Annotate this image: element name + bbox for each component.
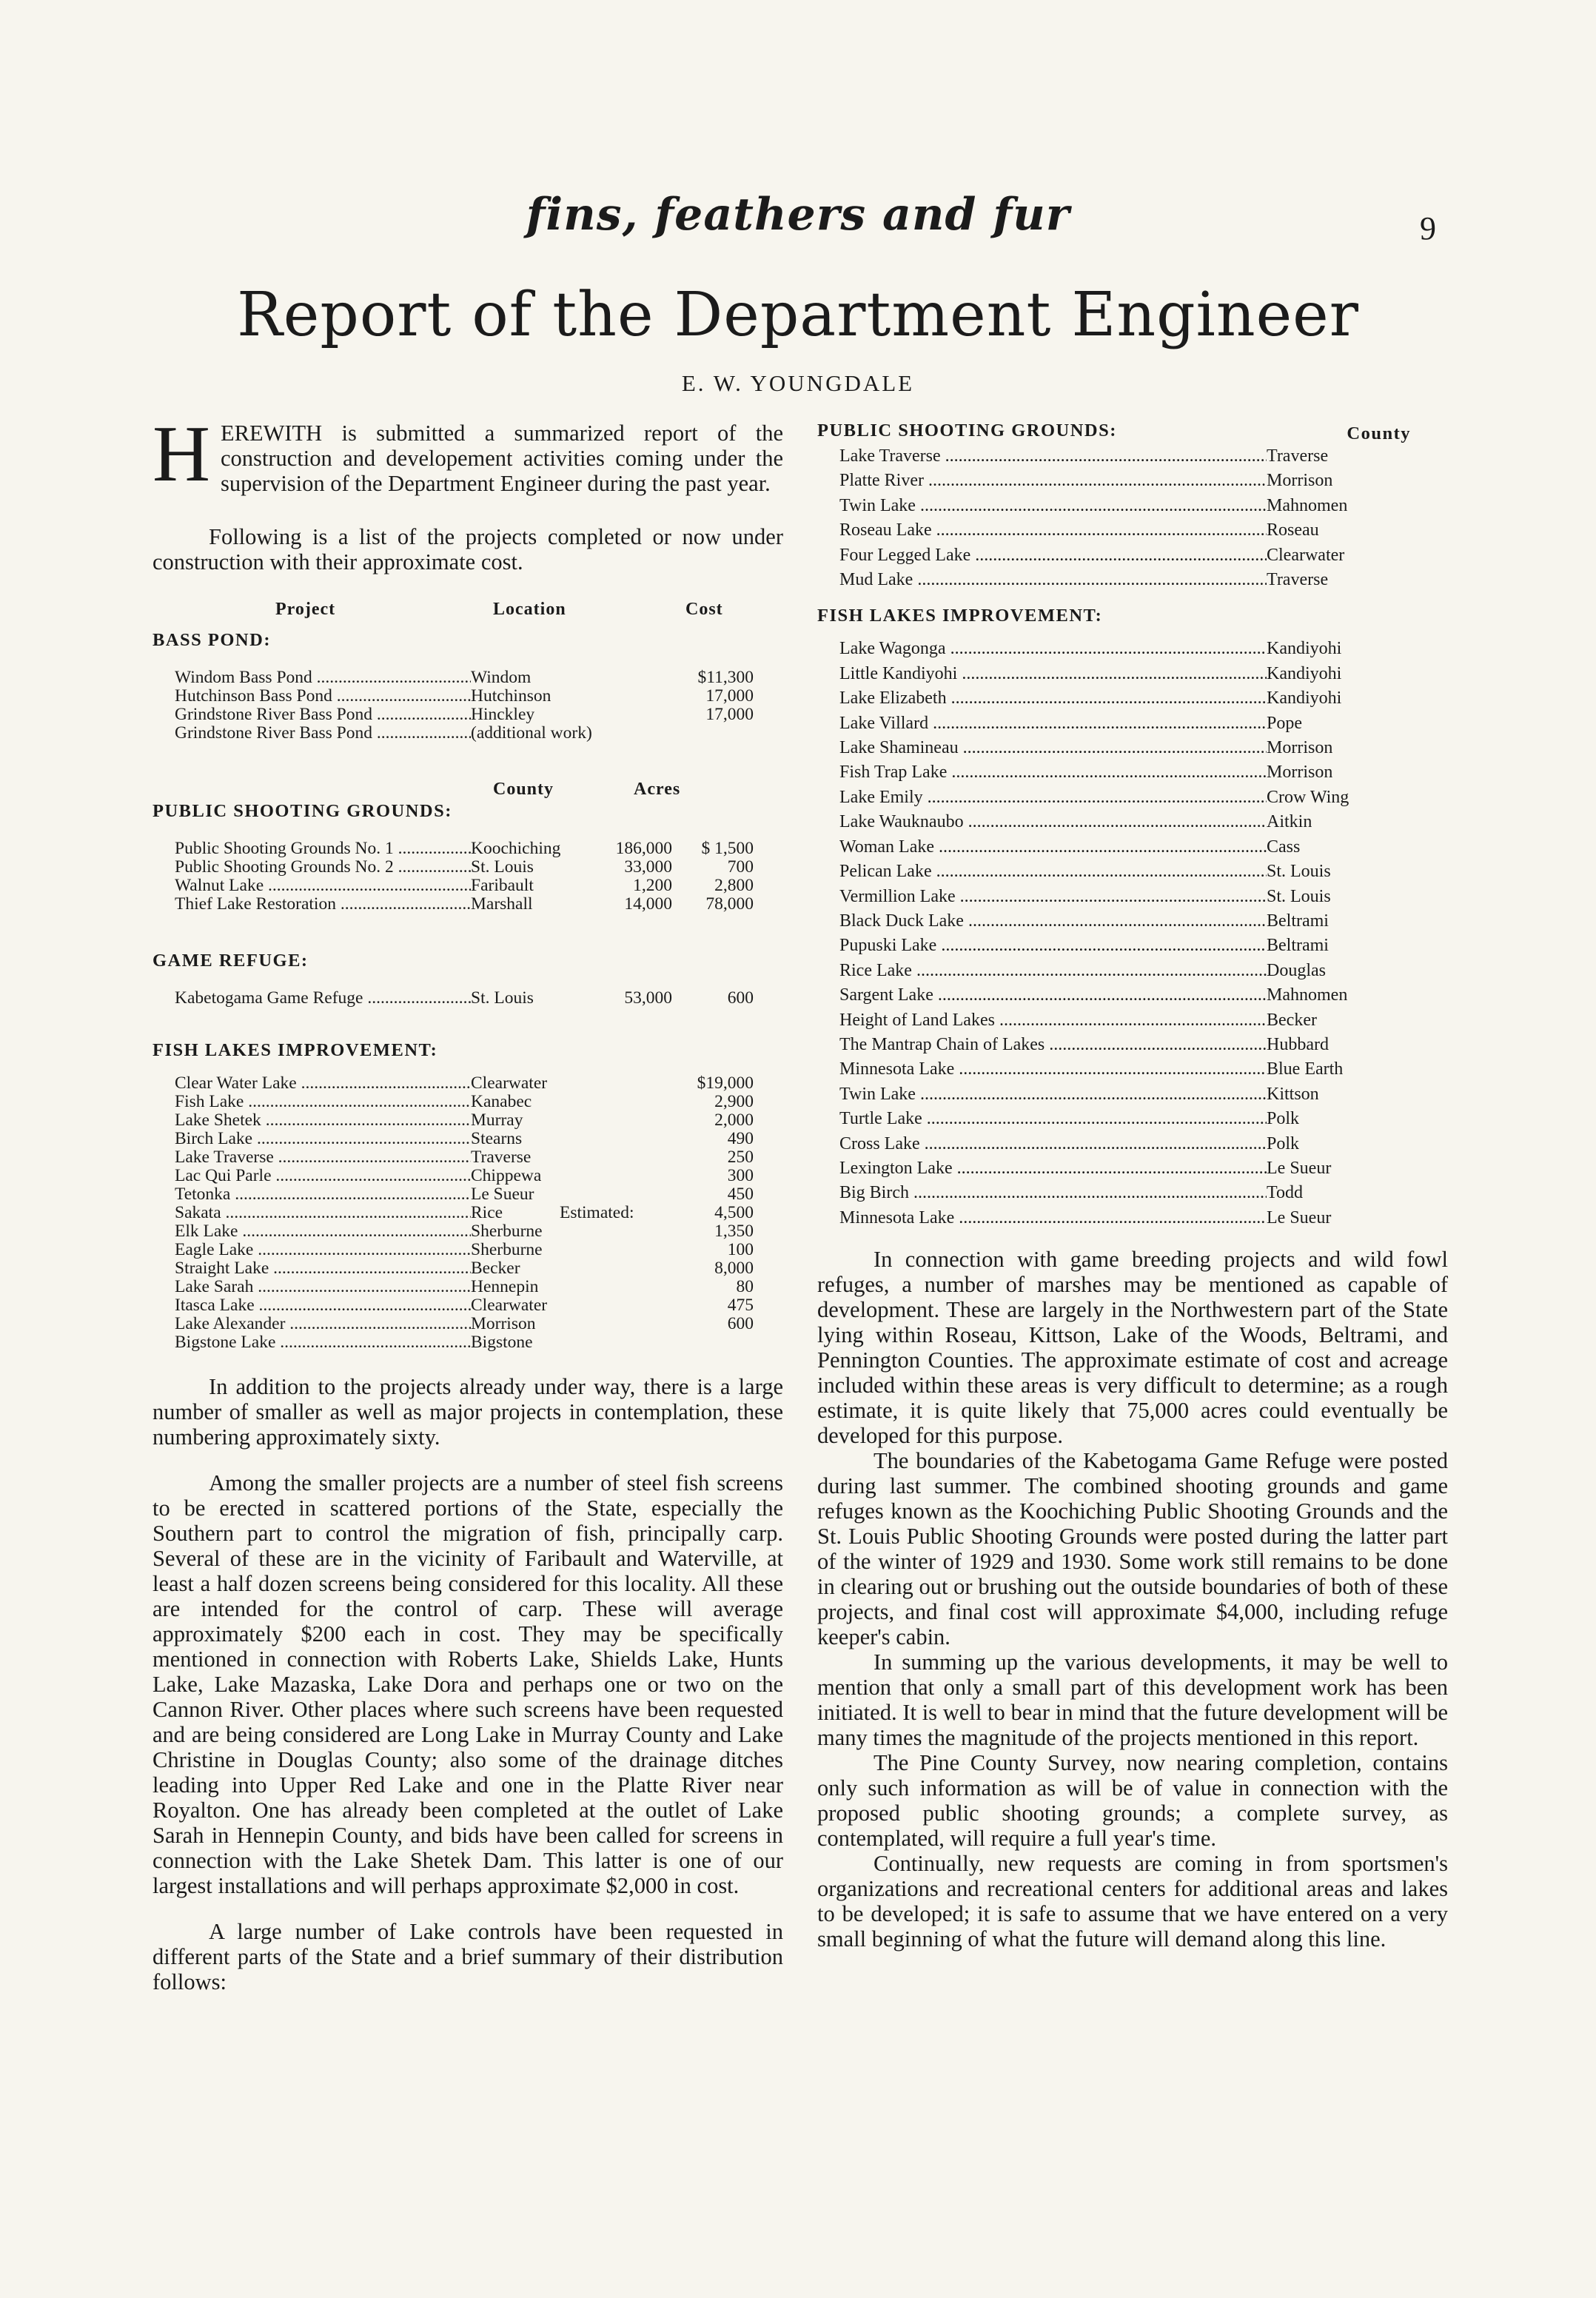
cell-cost: [672, 1333, 754, 1352]
section-heading-game-refuge: GAME REFUGE:: [152, 951, 309, 971]
cell-county: Beltrami: [1267, 911, 1329, 931]
cell-county: Beltrami: [1267, 936, 1329, 956]
cell-cost: 1,350: [714, 1222, 754, 1241]
table-row: [152, 1333, 783, 1352]
cell-county: Morrison: [1267, 763, 1333, 783]
cell-county: Le Sueur: [1267, 1158, 1332, 1178]
body-paragraph-3: A large number of Lake controls have been requested in different parts of the State and a brief summary of their distribution follows:: [152, 1919, 783, 1994]
cell-name: The Mantrap Chain of Lakes .....: [839, 1033, 1267, 1057]
cell-acres: 14,000: [624, 894, 672, 914]
cell-cost: 450: [727, 1185, 754, 1204]
cell-location: Windom: [471, 668, 532, 687]
cell-name: Lake Wagonga .....: [839, 637, 1267, 661]
cell-acres: 33,000: [624, 857, 672, 877]
cell-name: Lake Elizabeth .....: [839, 686, 1267, 711]
cell-county: Le Sueur: [471, 1185, 534, 1204]
right-body-paragraph-2: The boundaries of the Kabetogama Game Refuge were posted during last summer. The combined shooting grounds and game refuges known as the Koochiching Public Shooting Grounds and the St. Louis Public Shooting Grounds were posted during the latter part of the winter of 1929 and 1930. Some work still remains to be done in clearing out or brushing out the outside boundaries of both of these projects, and final cost will approximate $4,000, including refuge keeper's cabin.: [817, 1448, 1448, 1650]
table-row: [152, 1111, 783, 1130]
cell-name: Pelican Lake .....: [839, 860, 1267, 884]
table-row: [152, 1278, 783, 1296]
cell-county: Bigstone: [471, 1333, 533, 1352]
cell-county: Todd: [1267, 1183, 1303, 1203]
estimated-label: [560, 1093, 672, 1111]
cell-county: Blue Earth: [1267, 1059, 1344, 1079]
cell-name: Height of Land Lakes .....: [839, 1008, 1267, 1033]
cell-county: Rice: [471, 1203, 503, 1222]
table-row: [817, 444, 1448, 469]
table-row: [817, 1107, 1448, 1131]
header-cost: Cost: [685, 600, 723, 619]
cell-name: Hutchinson Bass Pond .....: [175, 687, 471, 706]
table-row: [152, 706, 783, 724]
table-row: [817, 494, 1448, 518]
estimated-label: [560, 1296, 672, 1315]
estimated-label: [560, 1074, 672, 1093]
cell-name: Kabetogama Game Refuge .....: [175, 989, 471, 1008]
table-row: [817, 1206, 1448, 1230]
table-row: [817, 1008, 1448, 1033]
cell-cost: $19,000: [697, 1073, 754, 1093]
table-row: [817, 934, 1448, 958]
table-row: [817, 1057, 1448, 1082]
cell-county: St. Louis: [1267, 886, 1331, 906]
intro-paragraph-1: HEREWITH is submitted a summarized report of the construction and developement activities coming under the supervision of the Department Engineer during the past year.: [152, 410, 783, 498]
table-row: [152, 1074, 783, 1093]
table-row: [152, 1093, 783, 1111]
cell-name: Public Shooting Grounds No. 2 .....: [175, 858, 471, 877]
cell-cost: 100: [727, 1240, 754, 1259]
table-row: [817, 1082, 1448, 1107]
cell-cost: $ 1,500: [701, 839, 754, 858]
cell-name: Public Shooting Grounds No. 1 .....: [175, 840, 471, 858]
cell-name: Lake Traverse .....: [839, 444, 1267, 469]
cell-county: Aitkin: [1267, 812, 1312, 832]
cell-name: Fish Trap Lake .....: [839, 760, 1267, 785]
table-row: [817, 686, 1448, 711]
cell-name: Rice Lake .....: [839, 959, 1267, 983]
cell-cost: 600: [727, 1314, 754, 1333]
cell-cost: 2,000: [714, 1111, 754, 1130]
cell-name: Black Duck Lake .....: [839, 909, 1267, 934]
cell-name: Cross Lake .....: [839, 1132, 1267, 1156]
cell-name: Thief Lake Restoration .....: [175, 895, 471, 914]
cell-name: Bigstone Lake .....: [175, 1333, 471, 1352]
table-row: [152, 1315, 783, 1333]
table-row: [817, 469, 1448, 493]
cell-county: Traverse: [1267, 570, 1329, 590]
cell-county: Clearwater: [1267, 545, 1345, 565]
cell-name: Woman Lake .....: [839, 835, 1267, 860]
section-heading-fish-lakes: FISH LAKES IMPROVEMENT:: [152, 1040, 438, 1060]
cell-name: Clear Water Lake .....: [175, 1074, 471, 1093]
cell-name: Minnesota Lake .....: [839, 1206, 1267, 1230]
cell-cost: 17,000: [705, 686, 754, 706]
estimated-label: [560, 1315, 672, 1333]
right-shooting-header: [817, 421, 1411, 444]
bass-pond-list: [152, 669, 783, 743]
right-fish-list: [817, 637, 1448, 1230]
cell-name: Fish Lake .....: [175, 1093, 471, 1111]
cell-county: St. Louis: [471, 857, 534, 877]
table-row: [152, 669, 783, 687]
body-paragraph-2: Among the smaller projects are a number of steel fish screens to be erected in scattered portions of the State, especially the Southern part to control the migration of fish, principally carp. Several of these are in the vicinity of Faribault and Waterville, at least a half dozen screens being considered for this locality. All these are intended for the control of carp. These will average approximately $200 each in cost. They may be specifically mentioned in connection with Roberts Lake, Shields Lake, Hunts Lake, Lake Mazaska, Lake Dora and perhaps one or two on the Cannon River. Other places where such screens have been requested and are being considered are Long Lake in Murray County and Lake Christine in Douglas County; also some of the drainage ditches leading into Upper Red Lake and one in the Platte River near Royalton. One has already been completed at the outlet of Lake Sarah in Hennepin County, and bids have been called for screens in connection with the Lake Shetek Dam. This latter is one of our largest installations and will perhaps approximate $2,000 in cost.: [152, 1470, 783, 1898]
cell-name: Mud Lake .....: [839, 568, 1267, 592]
estimated-label: [560, 1185, 672, 1204]
table-header: [152, 600, 783, 620]
cell-name: Twin Lake .....: [839, 494, 1267, 518]
cell-county: Morrison: [1267, 738, 1333, 758]
cell-name: Minnesota Lake .....: [839, 1057, 1267, 1082]
author: E. W. YOUNGDALE: [681, 370, 915, 396]
shooting-grounds-list: [152, 840, 783, 914]
estimated-label: [560, 1259, 672, 1278]
cell-name: Roseau Lake .....: [839, 518, 1267, 543]
section-heading-bass-pond: BASS POND:: [152, 630, 271, 650]
cell-county: St. Louis: [471, 988, 534, 1008]
table-row: [817, 637, 1448, 661]
intro-paragraph-2: Following is a list of the projects completed or now under construction with their approximate cost.: [152, 524, 783, 574]
cell-cost: 250: [727, 1148, 754, 1167]
right-body-paragraph-3: In summing up the various developments, it may be well to mention that only a small part of this development work has been initiated. It is well to bear in mind that the future development will be many times the magnitude of the projects mentioned in this report.: [817, 1649, 1448, 1751]
right-column: [817, 421, 1448, 1952]
cell-county: Le Sueur: [1267, 1207, 1332, 1227]
cell-county: Clearwater: [471, 1296, 548, 1315]
cell-cost: 17,000: [705, 705, 754, 724]
table-row: [152, 840, 783, 858]
cell-county: Becker: [471, 1259, 520, 1278]
table-row: [152, 1222, 783, 1241]
cell-location: Hinckley: [471, 705, 535, 724]
table-row: [817, 568, 1448, 592]
table-row: [152, 1204, 783, 1222]
cell-county: Marshall: [471, 894, 533, 914]
cell-name: Walnut Lake .....: [175, 877, 471, 895]
page-title: Report of the Department Engineer: [237, 280, 1359, 350]
cell-cost: [672, 724, 754, 743]
cell-cost: 490: [727, 1129, 754, 1148]
table-row: [817, 711, 1448, 736]
cell-name: Birch Lake .....: [175, 1130, 471, 1148]
estimated-label: [560, 1130, 672, 1148]
cell-name: Grindstone River Bass Pond .....: [175, 706, 471, 724]
table-row: [817, 1132, 1448, 1156]
cell-name: Lake Emily .....: [839, 785, 1267, 810]
cell-county: Crow Wing: [1267, 787, 1349, 807]
cell-name: Turtle Lake .....: [839, 1107, 1267, 1131]
cell-name: Elk Lake .....: [175, 1222, 471, 1241]
cell-cost: 600: [727, 988, 754, 1008]
table-row: [152, 858, 783, 877]
cell-cost: 80: [736, 1277, 754, 1296]
cell-name: Lake Alexander .....: [175, 1315, 471, 1333]
table-row: [152, 724, 783, 743]
table-row: [817, 909, 1448, 934]
cell-name: Sakata .....: [175, 1204, 471, 1222]
cell-county: Morrison: [471, 1314, 536, 1333]
header-acres: Acres: [634, 780, 681, 799]
header-county: County: [493, 780, 554, 799]
cell-name: Lake Shetek .....: [175, 1111, 471, 1130]
page-number: 9: [1420, 210, 1436, 247]
table-row: [817, 1033, 1448, 1057]
right-body-paragraph-5: Continually, new requests are coming in from sportsmen's organizations and recreational centers for additional areas and lakes to be developed; it is safe to assume that we have entered on a very small beginning of what the future will demand along this line.: [817, 1851, 1448, 1952]
cell-name: Lake Sarah .....: [175, 1278, 471, 1296]
cell-name: Tetonka .....: [175, 1185, 471, 1204]
table-row: [817, 543, 1448, 568]
cell-county: Morrison: [1267, 471, 1333, 491]
cell-name: Vermillion Lake .....: [839, 885, 1267, 909]
cell-county: Sherburne: [471, 1240, 543, 1259]
estimated-label: [560, 1167, 672, 1185]
cell-name: Platte River .....: [839, 469, 1267, 493]
cell-name: Twin Lake .....: [839, 1082, 1267, 1107]
table-row: [817, 785, 1448, 810]
masthead-text: fins, feathers and fur: [526, 189, 1070, 241]
cell-county: Sherburne: [471, 1222, 543, 1241]
table-row: [817, 835, 1448, 860]
fish-lakes-list: [152, 1074, 783, 1352]
cell-name: Grindstone River Bass Pond .....: [175, 724, 471, 743]
table-row: [817, 860, 1448, 884]
header-project: Project: [275, 600, 336, 619]
cell-acres: 53,000: [624, 988, 672, 1008]
header-county-right: County: [1347, 423, 1411, 443]
section-heading-right-shooting: PUBLIC SHOOTING GROUNDS:: [817, 421, 1117, 440]
cell-name: Eagle Lake .....: [175, 1241, 471, 1259]
section-heading-shooting-grounds: PUBLIC SHOOTING GROUNDS:: [152, 801, 452, 821]
game-refuge-list: [152, 989, 783, 1008]
table-row: [817, 662, 1448, 686]
estimated-label: [560, 1241, 672, 1259]
cell-name: Itasca Lake .....: [175, 1296, 471, 1315]
cell-county: Pope: [1267, 713, 1302, 733]
masthead: [0, 189, 1596, 241]
estimated-label: [560, 1333, 672, 1352]
cell-name: Windom Bass Pond .....: [175, 669, 471, 687]
cell-cost: 2,800: [714, 876, 754, 895]
table-row: [152, 1185, 783, 1204]
right-shooting-list: [817, 444, 1448, 592]
cell-county: Becker: [1267, 1010, 1317, 1030]
body-paragraph-1: In addition to the projects already under way, there is a large number of smaller as well as major projects in contemplation, these numbering approximately sixty.: [152, 1374, 783, 1450]
table-row: [152, 1241, 783, 1259]
cell-county: Chippewa: [471, 1166, 542, 1185]
table-row: [817, 1181, 1448, 1205]
cell-county: Cass: [1267, 837, 1301, 857]
cell-county: Murray: [471, 1111, 523, 1130]
cell-location: (additional work): [471, 723, 592, 743]
estimated-label: Estimated:: [560, 1203, 634, 1222]
cell-name: Straight Lake .....: [175, 1259, 471, 1278]
table-row: [152, 1148, 783, 1167]
cell-county: Roseau: [1267, 520, 1319, 540]
table-row: [152, 687, 783, 706]
cell-county: Kanabec: [471, 1092, 532, 1111]
cell-county: Stearns: [471, 1129, 523, 1148]
cell-county: Traverse: [1267, 446, 1329, 466]
table-row: [817, 983, 1448, 1008]
cell-county: St. Louis: [1267, 862, 1331, 882]
table-row: [817, 959, 1448, 983]
cell-county: Clearwater: [471, 1073, 548, 1093]
cell-cost: 78,000: [705, 894, 754, 914]
cell-county: Polk: [1267, 1133, 1300, 1153]
cell-name: Pupuski Lake .....: [839, 934, 1267, 958]
cell-cost: $11,300: [697, 668, 754, 687]
cell-acres: 1,200: [633, 876, 672, 895]
cell-name: Lake Shamineau .....: [839, 736, 1267, 760]
cell-county: Kandiyohi: [1267, 663, 1342, 683]
cell-cost: 4,500: [714, 1203, 754, 1222]
cell-county: Traverse: [471, 1148, 532, 1167]
cell-cost: 2,900: [714, 1092, 754, 1111]
header-location: Location: [493, 600, 566, 619]
cell-county: Kandiyohi: [1267, 689, 1342, 709]
cell-cost: 8,000: [714, 1259, 754, 1278]
cell-county: Polk: [1267, 1109, 1300, 1129]
estimated-label: [560, 1222, 672, 1241]
cell-county: Mahnomen: [1267, 985, 1348, 1005]
cell-cost: 300: [727, 1166, 754, 1185]
table-row: [152, 1259, 783, 1278]
table-row: [152, 989, 783, 1008]
cell-county: Kandiyohi: [1267, 639, 1342, 659]
cell-county: Faribault: [471, 876, 534, 895]
cell-name: Lake Villard .....: [839, 711, 1267, 736]
cell-name: Lac Qui Parle .....: [175, 1167, 471, 1185]
cell-county: Mahnomen: [1267, 495, 1348, 515]
cell-name: Lexington Lake .....: [839, 1156, 1267, 1181]
estimated-label: [560, 1111, 672, 1130]
table-row: [817, 518, 1448, 543]
right-body-paragraph-4: The Pine County Survey, now nearing completion, contains only such information as will be of value in connection with the proposed public shooting grounds; a complete survey, as contemplated, will require a full year's time.: [817, 1750, 1448, 1852]
estimated-label: [560, 1278, 672, 1296]
cell-county: Douglas: [1267, 960, 1326, 980]
cell-county: Kittson: [1267, 1084, 1319, 1104]
cell-name: Lake Wauknaubo .....: [839, 810, 1267, 834]
table-row: [152, 1296, 783, 1315]
cell-name: Little Kandiyohi .....: [839, 662, 1267, 686]
section-heading-right-fish: FISH LAKES IMPROVEMENT:: [817, 606, 1103, 626]
cell-county: Hubbard: [1267, 1034, 1329, 1054]
table-row: [817, 736, 1448, 760]
cell-cost: 700: [727, 857, 754, 877]
right-body-paragraph-1: In connection with game breeding projects and wild fowl refuges, a number of marshes may be mentioned as capable of development. These are largely in the Northwestern part of the State lying within Roseau, Kittson, Lake of the Woods, Beltrami, and Pennington Counties. The approximate estimate of cost and acreage included within these areas is very difficult to determine; as a rough estimate, it is quite likely that 75,000 acres could eventually be developed for this purpose.: [817, 1247, 1448, 1449]
table-row: [817, 1156, 1448, 1181]
cell-location: Hutchinson: [471, 686, 551, 706]
shooting-header: [152, 780, 783, 800]
cell-cost: 475: [727, 1296, 754, 1315]
estimated-label: [560, 1148, 672, 1167]
table-row: [152, 1167, 783, 1185]
cell-name: Lake Traverse .....: [175, 1148, 471, 1167]
table-row: [152, 895, 783, 914]
left-column: [152, 410, 783, 1994]
table-row: [817, 760, 1448, 785]
cell-name: Four Legged Lake .....: [839, 543, 1267, 568]
cell-name: Big Birch .....: [839, 1181, 1267, 1205]
cell-name: Sargent Lake .....: [839, 983, 1267, 1008]
table-row: [152, 877, 783, 895]
cell-county: Hennepin: [471, 1277, 539, 1296]
table-row: [152, 1130, 783, 1148]
table-row: [817, 885, 1448, 909]
cell-county: Koochiching: [471, 839, 561, 858]
table-row: [817, 810, 1448, 834]
cell-acres: 186,000: [615, 839, 672, 858]
